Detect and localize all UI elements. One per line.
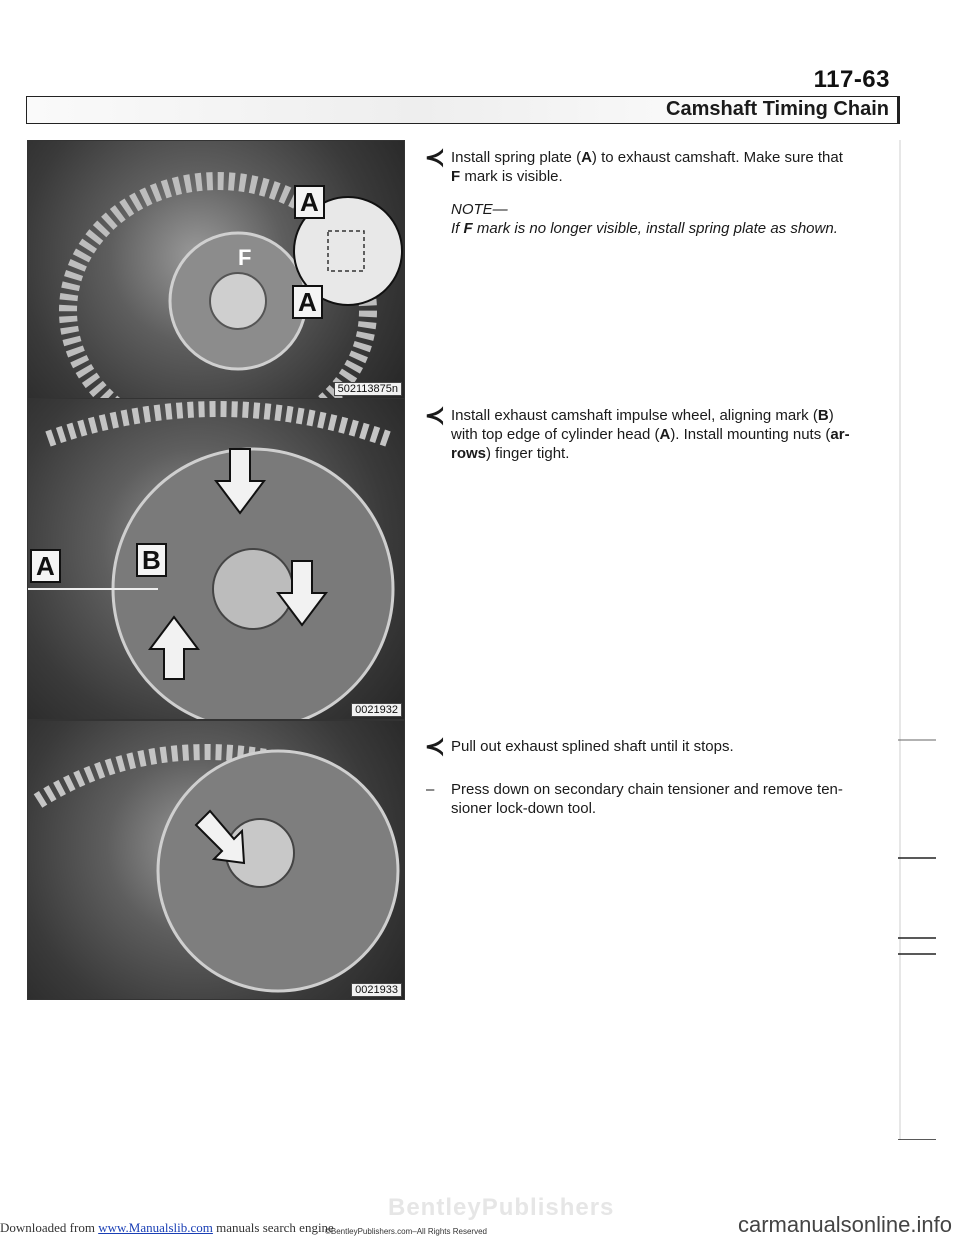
figure-splined-shaft	[27, 720, 405, 1000]
footer-download-note: Downloaded from www.Manualslib.com manuals search engine	[0, 1220, 334, 1235]
figure-id: 0021932	[351, 703, 402, 717]
step-1-text: Install spring plate (A) to exhaust camshaft. Make sure that F mark is visible.	[451, 149, 843, 185]
note-label: NOTE—	[451, 201, 508, 218]
figure-impulse-wheel	[27, 398, 405, 720]
instruction-step-1	[424, 142, 864, 238]
callout-b-mark: B	[136, 543, 167, 577]
figure-id: 502113875n	[334, 382, 402, 396]
section-title: Camshaft Timing Chain	[666, 98, 889, 120]
figure-id: 0021933	[351, 983, 402, 997]
publisher-watermark: BentleyPublishers	[388, 1194, 615, 1221]
footer-site-watermark: carmanualsonline.info	[737, 1212, 952, 1237]
note-text: If F mark is no longer visible, install spring plate as shown.	[451, 220, 838, 237]
figure-spring-plate	[27, 140, 405, 399]
chain-shape	[48, 409, 388, 439]
page-number: 117-63	[813, 66, 890, 93]
step-2-text: Install exhaust camshaft impulse wheel, aligning mark (B) with top edge of cylinder head (A). Install mounting nuts (ar-rows) finger tight.	[451, 407, 850, 462]
dash-bullet: –	[426, 781, 435, 798]
callout-a-detail: A	[294, 185, 325, 219]
instruction-step-2	[424, 400, 864, 463]
instruction-step-4	[424, 780, 864, 818]
edge-marks	[898, 140, 938, 1140]
chevron-left-icon: ≺	[424, 731, 446, 761]
instruction-step-3	[424, 731, 864, 761]
figure-splined-shaft-art	[28, 721, 404, 999]
step-3-text: Pull out exhaust splined shaft until it stops.	[451, 738, 734, 755]
hub-shape	[210, 273, 266, 329]
footer-copyright: ©BentleyPublishers.com–All Rights Reserved	[325, 1227, 487, 1236]
chevron-left-icon: ≺	[424, 142, 446, 172]
wheel-hub-shape	[213, 549, 293, 629]
callout-a-plate: A	[292, 285, 323, 319]
figure-impulse-wheel-art	[28, 399, 404, 719]
callout-f-mark: F	[238, 245, 252, 270]
figure-spring-plate-art	[28, 141, 404, 398]
chevron-left-icon: ≺	[424, 400, 446, 430]
manualslib-link[interactable]: www.Manualslib.com	[98, 1220, 213, 1235]
callout-a-head: A	[30, 549, 61, 583]
section-header-bar	[26, 96, 900, 124]
step-4-text: Press down on secondary chain tensioner and remove ten-sioner lock-down tool.	[451, 781, 843, 817]
